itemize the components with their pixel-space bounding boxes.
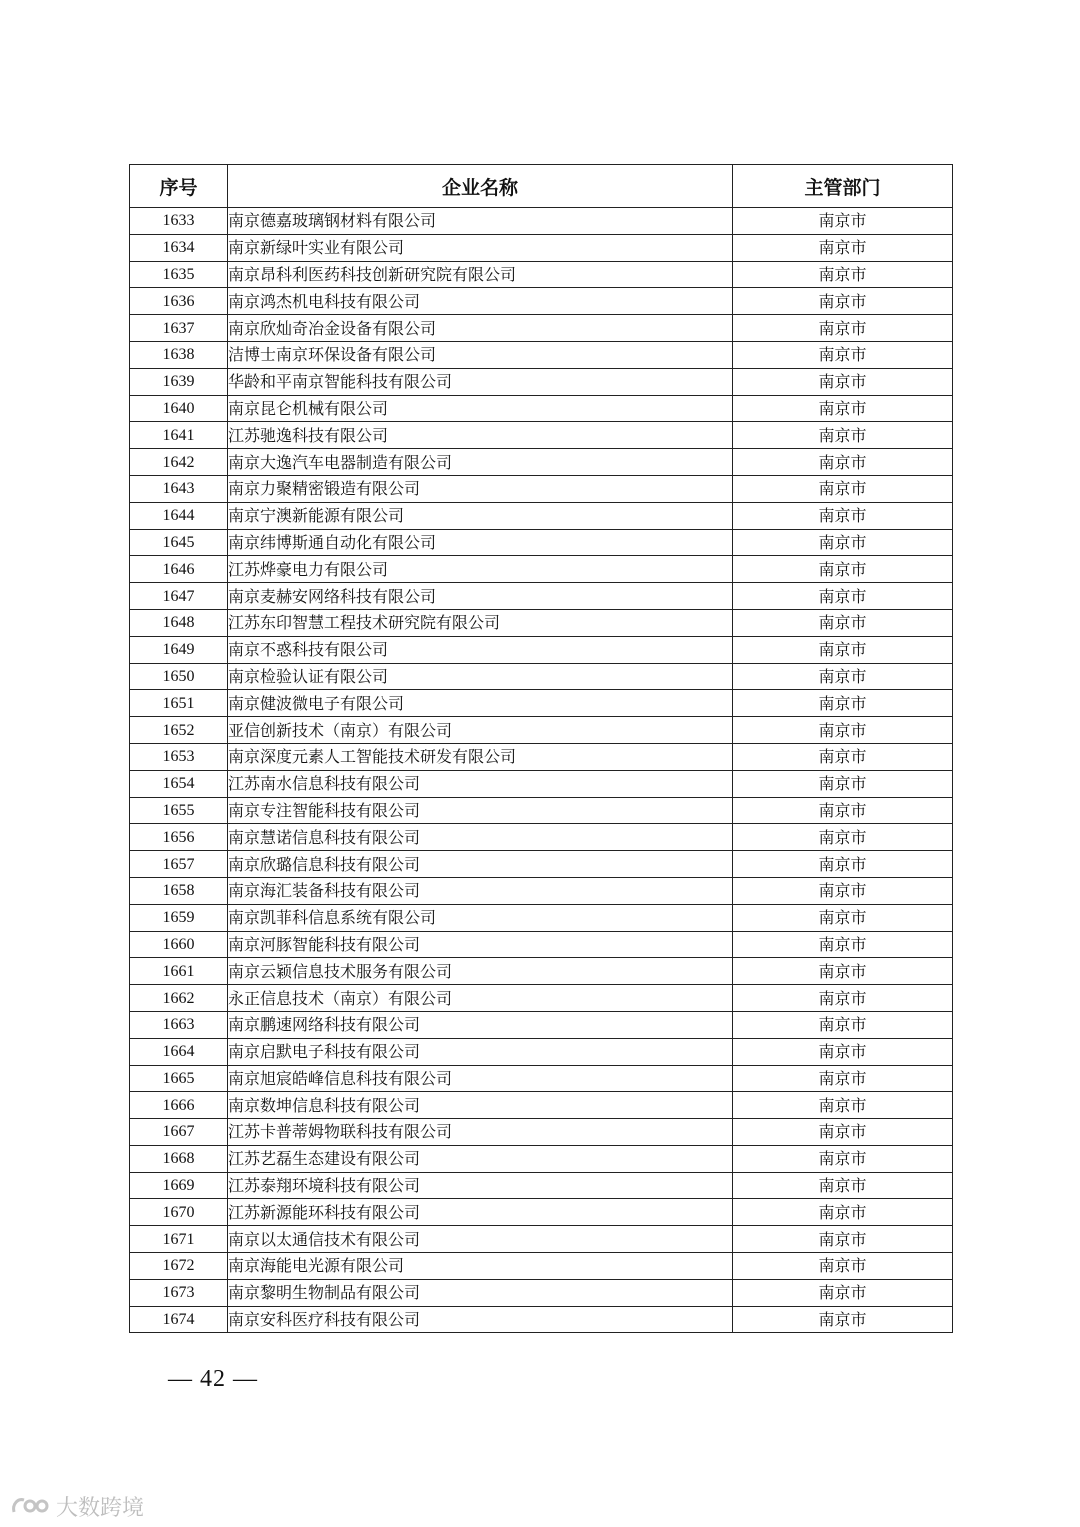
cell-department: 南京市 [733,851,953,878]
cell-company-name: 永正信息技术（南京）有限公司 [228,985,733,1012]
cell-company-name: 南京鹏速网络科技有限公司 [228,1011,733,1038]
cell-serial-number: 1659 [130,904,228,931]
cell-department: 南京市 [733,690,953,717]
table-row [130,824,953,851]
cell-company-name: 南京黎明生物制品有限公司 [228,1279,733,1306]
cell-department: 南京市 [733,475,953,502]
cell-company-name: 南京检验认证有限公司 [228,663,733,690]
cell-serial-number: 1645 [130,529,228,556]
table-row [130,663,953,690]
cell-company-name: 江苏烨豪电力有限公司 [228,556,733,583]
cell-company-name: 南京深度元素人工智能技术研发有限公司 [228,743,733,770]
cell-company-name: 南京大逸汽车电器制造有限公司 [228,449,733,476]
table-row [130,449,953,476]
page-number: — 42 — [168,1366,258,1392]
watermark [10,1491,144,1522]
table-row [130,931,953,958]
cell-company-name: 南京昂科利医药科技创新研究院有限公司 [228,261,733,288]
cell-department: 南京市 [733,609,953,636]
watermark-text: 大数跨境 [56,1496,145,1521]
cell-serial-number: 1661 [130,958,228,985]
cell-company-name: 南京健波微电子有限公司 [228,690,733,717]
cell-department: 南京市 [733,529,953,556]
cell-company-name: 江苏新源能环科技有限公司 [228,1199,733,1226]
cell-serial-number: 1634 [130,234,228,261]
cell-company-name: 南京河豚智能科技有限公司 [228,931,733,958]
cell-company-name: 南京德嘉玻璃钢材料有限公司 [228,208,733,235]
cell-department: 南京市 [733,1038,953,1065]
cell-serial-number: 1654 [130,770,228,797]
cell-serial-number: 1663 [130,1011,228,1038]
cell-company-name: 南京鸿杰机电科技有限公司 [228,288,733,315]
cell-department: 南京市 [733,1226,953,1253]
cell-serial-number: 1665 [130,1065,228,1092]
cell-department: 南京市 [733,556,953,583]
cell-department: 南京市 [733,315,953,342]
table-row [130,904,953,931]
cell-company-name: 亚信创新技术（南京）有限公司 [228,717,733,744]
cell-serial-number: 1655 [130,797,228,824]
cell-department: 南京市 [733,368,953,395]
cell-company-name: 南京数坤信息科技有限公司 [228,1092,733,1119]
cell-company-name: 南京昆仑机械有限公司 [228,395,733,422]
cell-department: 南京市 [733,877,953,904]
table-row [130,395,953,422]
cell-department: 南京市 [733,1092,953,1119]
cell-serial-number: 1668 [130,1145,228,1172]
cell-company-name: 南京安科医疗科技有限公司 [228,1306,733,1333]
cell-serial-number: 1652 [130,717,228,744]
table-row [130,1092,953,1119]
cell-serial-number: 1637 [130,315,228,342]
cell-company-name: 南京宁澳新能源有限公司 [228,502,733,529]
table-row [130,1253,953,1280]
header-department: 主管部门 [733,165,953,208]
cell-company-name: 南京新绿叶实业有限公司 [228,234,733,261]
cell-serial-number: 1635 [130,261,228,288]
cell-serial-number: 1672 [130,1253,228,1280]
cell-serial-number: 1666 [130,1092,228,1119]
cell-department: 南京市 [733,958,953,985]
cell-department: 南京市 [733,1119,953,1146]
cell-department: 南京市 [733,1253,953,1280]
cell-serial-number: 1671 [130,1226,228,1253]
table-row [130,770,953,797]
cell-serial-number: 1647 [130,583,228,610]
cell-department: 南京市 [733,395,953,422]
cell-serial-number: 1644 [130,502,228,529]
table-row [130,797,953,824]
cell-department: 南京市 [733,985,953,1012]
cell-department: 南京市 [733,1279,953,1306]
cell-department: 南京市 [733,636,953,663]
cell-department: 南京市 [733,261,953,288]
table-row [130,1145,953,1172]
cell-department: 南京市 [733,1011,953,1038]
table-row [130,1279,953,1306]
cell-department: 南京市 [733,770,953,797]
header-company-name: 企业名称 [228,165,733,208]
cell-company-name: 南京麦赫安网络科技有限公司 [228,583,733,610]
table-row [130,690,953,717]
cell-serial-number: 1669 [130,1172,228,1199]
table-row [130,261,953,288]
cell-department: 南京市 [733,422,953,449]
header-serial-number: 序号 [130,165,228,208]
cell-serial-number: 1674 [130,1306,228,1333]
cell-serial-number: 1641 [130,422,228,449]
table-row [130,1065,953,1092]
cell-company-name: 江苏艺磊生态建设有限公司 [228,1145,733,1172]
cell-serial-number: 1660 [130,931,228,958]
table-row [130,556,953,583]
cell-serial-number: 1636 [130,288,228,315]
brand-logo-icon [10,1494,52,1520]
cell-company-name: 洁博士南京环保设备有限公司 [228,341,733,368]
table-row [130,1038,953,1065]
table-row [130,315,953,342]
cell-department: 南京市 [733,904,953,931]
table-row [130,1226,953,1253]
table-row [130,502,953,529]
table-row [130,1172,953,1199]
cell-company-name: 南京旭宸皓峰信息科技有限公司 [228,1065,733,1092]
table-row [130,851,953,878]
cell-company-name: 南京凯菲科信息系统有限公司 [228,904,733,931]
table-row [130,717,953,744]
cell-company-name: 南京欣灿奇冶金设备有限公司 [228,315,733,342]
company-list-table [129,164,953,1333]
cell-company-name: 华龄和平南京智能科技有限公司 [228,368,733,395]
cell-company-name: 南京海能电光源有限公司 [228,1253,733,1280]
cell-company-name: 南京以太通信技术有限公司 [228,1226,733,1253]
cell-company-name: 南京启默电子科技有限公司 [228,1038,733,1065]
cell-serial-number: 1648 [130,609,228,636]
cell-department: 南京市 [733,663,953,690]
table-row [130,1199,953,1226]
cell-department: 南京市 [733,1199,953,1226]
cell-department: 南京市 [733,208,953,235]
cell-department: 南京市 [733,797,953,824]
cell-department: 南京市 [733,717,953,744]
cell-department: 南京市 [733,1306,953,1333]
cell-serial-number: 1639 [130,368,228,395]
cell-department: 南京市 [733,743,953,770]
table-row [130,1119,953,1146]
cell-serial-number: 1657 [130,851,228,878]
table-row [130,583,953,610]
cell-serial-number: 1662 [130,985,228,1012]
cell-serial-number: 1640 [130,395,228,422]
table-header-row [130,165,953,208]
cell-department: 南京市 [733,234,953,261]
cell-company-name: 江苏驰逸科技有限公司 [228,422,733,449]
cell-company-name: 南京欣璐信息科技有限公司 [228,851,733,878]
table-row [130,636,953,663]
cell-serial-number: 1646 [130,556,228,583]
table-row [130,958,953,985]
cell-department: 南京市 [733,341,953,368]
cell-company-name: 南京云颖信息技术服务有限公司 [228,958,733,985]
cell-company-name: 江苏卡普蒂姆物联科技有限公司 [228,1119,733,1146]
cell-serial-number: 1656 [130,824,228,851]
cell-serial-number: 1653 [130,743,228,770]
table-row [130,475,953,502]
table-row [130,422,953,449]
cell-serial-number: 1649 [130,636,228,663]
cell-department: 南京市 [733,824,953,851]
cell-company-name: 南京纬博斯通自动化有限公司 [228,529,733,556]
cell-company-name: 南京力聚精密锻造有限公司 [228,475,733,502]
cell-company-name: 江苏泰翔环境科技有限公司 [228,1172,733,1199]
cell-company-name: 江苏东印智慧工程技术研究院有限公司 [228,609,733,636]
cell-serial-number: 1673 [130,1279,228,1306]
cell-serial-number: 1650 [130,663,228,690]
cell-department: 南京市 [733,1172,953,1199]
cell-serial-number: 1633 [130,208,228,235]
cell-serial-number: 1638 [130,341,228,368]
table-row [130,529,953,556]
table-row [130,234,953,261]
cell-company-name: 南京不惑科技有限公司 [228,636,733,663]
cell-serial-number: 1658 [130,877,228,904]
table-row [130,743,953,770]
cell-serial-number: 1667 [130,1119,228,1146]
table-row [130,368,953,395]
table-row [130,609,953,636]
cell-serial-number: 1670 [130,1199,228,1226]
table-row [130,1306,953,1333]
cell-department: 南京市 [733,931,953,958]
cell-department: 南京市 [733,1145,953,1172]
cell-department: 南京市 [733,502,953,529]
cell-serial-number: 1642 [130,449,228,476]
table-row [130,1011,953,1038]
table-body [130,208,953,1333]
table-row [130,877,953,904]
table-row [130,288,953,315]
cell-company-name: 南京专注智能科技有限公司 [228,797,733,824]
table-row [130,208,953,235]
cell-serial-number: 1664 [130,1038,228,1065]
cell-department: 南京市 [733,288,953,315]
cell-company-name: 南京慧诺信息科技有限公司 [228,824,733,851]
cell-department: 南京市 [733,583,953,610]
cell-department: 南京市 [733,449,953,476]
cell-department: 南京市 [733,1065,953,1092]
cell-company-name: 南京海汇装备科技有限公司 [228,877,733,904]
cell-serial-number: 1643 [130,475,228,502]
table-row [130,341,953,368]
cell-company-name: 江苏南水信息科技有限公司 [228,770,733,797]
table-row [130,985,953,1012]
cell-serial-number: 1651 [130,690,228,717]
